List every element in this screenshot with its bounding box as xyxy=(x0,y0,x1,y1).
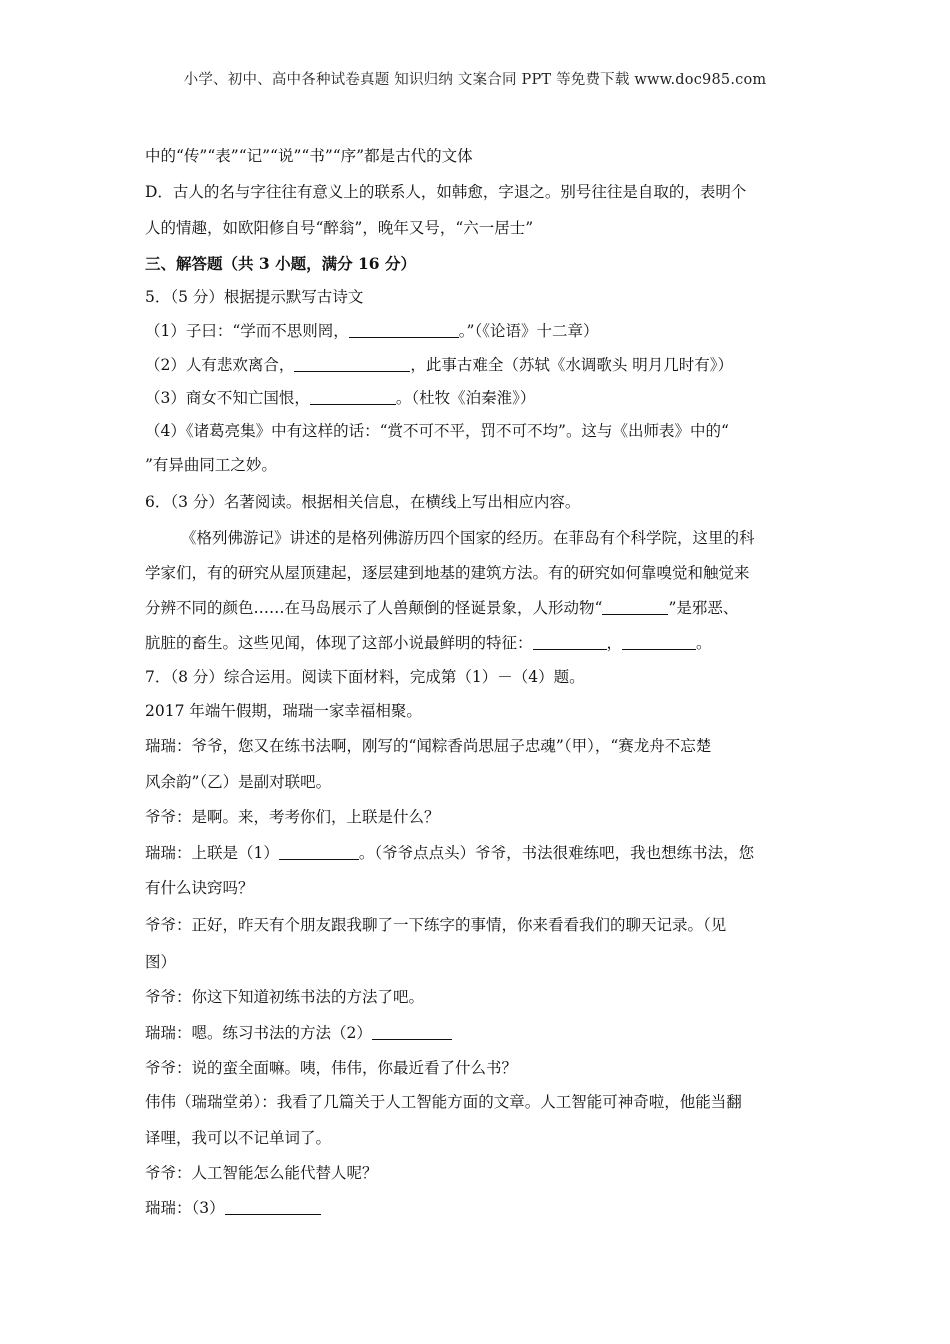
dialogue-line: 译哩，我可以不记单词了。 xyxy=(145,1129,332,1147)
answer-blank[interactable] xyxy=(372,1025,452,1040)
text-line: 2017 年端午假期，瑞瑞一家幸福相聚。 xyxy=(145,702,422,720)
paragraph-line: 肮脏的畜生。这些见闻，体现了这部小说最鲜明的特征： ， 。 xyxy=(145,634,712,652)
question-5: 5．（5 分）根据提示默写古诗文 xyxy=(145,288,364,306)
answer-blank[interactable] xyxy=(310,390,396,405)
dialogue-line: 伟伟（瑞瑞堂弟）：我看了几篇关于人工智能方面的文章。人工智能可神奇啦，他能当翻 xyxy=(145,1093,742,1111)
dialogue-line: 风余韵”（乙）是副对联吧。 xyxy=(145,773,332,791)
text-line: 人的情趣，如欧阳修自号“醉翁”，晚年又号，“六一居士” xyxy=(145,219,534,237)
dialogue-line: 爷爷：说的蛮全面嘛。咦，伟伟，你最近看了什么书？ xyxy=(145,1059,518,1077)
option-d: D．古人的名与字往往有意义上的联系人，如韩愈，字退之。别号往往是自取的，表明个 xyxy=(145,183,747,201)
dialogue-line: 瑞瑞：上联是（1） 。（爷爷点点头）爷爷，书法很难练吧，我也想练书法，您 xyxy=(145,844,755,862)
question-6: 6．（3 分）名著阅读。根据相关信息，在横线上写出相应内容。 xyxy=(145,493,581,511)
dialogue-line: 爷爷：你这下知道初练书法的方法了吧。 xyxy=(145,988,425,1006)
answer-blank[interactable] xyxy=(279,845,359,860)
section-heading: 三、解答题（共 3 小题，满分 16 分） xyxy=(145,254,416,273)
dialogue-line: 爷爷：正好，昨天有个朋友跟我聊了一下练字的事情，你来看看我们的聊天记录。（见 xyxy=(145,916,727,934)
question-5-1: （1）子曰：“学而不思则罔， 。”（《论语》十二章） xyxy=(145,322,599,340)
text-line: 中的“传”“表”“记”“说”“书”“序”都是古代的文体 xyxy=(145,147,473,165)
answer-blank[interactable] xyxy=(294,357,410,372)
dialogue-line: 瑞瑞：嗯。练习书法的方法（2） xyxy=(145,1025,452,1041)
answer-blank[interactable] xyxy=(533,635,607,650)
page-header: 小学、初中、高中各种试卷真题 知识归纳 文案合同 PPT 等免费下载 www.doc985.com xyxy=(183,72,767,88)
answer-blank[interactable] xyxy=(225,1200,321,1215)
question-5-4: （4）《诸葛亮集》中有这样的话：“赏不可不平，罚不可不均”。这与《出师表》中的“ xyxy=(145,422,729,440)
dialogue-line: 有什么诀窍吗？ xyxy=(145,879,254,897)
answer-blank[interactable] xyxy=(602,600,668,615)
question-5-2: （2）人有悲欢离合， ，此事古难全（苏轼《水调歌头 明月几时有》） xyxy=(145,356,734,374)
dialogue-line: 瑞瑞：（3） xyxy=(145,1200,321,1216)
paragraph-line: 学家们，有的研究从屋顶建起，逐层建到地基的建筑方法。有的研究如何靠嗅觉和触觉来 xyxy=(145,564,750,582)
question-7: 7．（8 分）综合运用。阅读下面材料，完成第（1）－（4）题。 xyxy=(145,668,585,686)
paragraph-line: 分辨不同的颜色……在马岛展示了人兽颠倒的怪诞景象，人形动物“ ”是邪恶、 xyxy=(145,599,739,617)
question-5-3: （3）商女不知亡国恨， 。（杜牧《泊秦淮》） xyxy=(145,389,536,407)
answer-blank[interactable] xyxy=(349,323,459,338)
answer-blank[interactable] xyxy=(622,635,696,650)
dialogue-line: 图） xyxy=(145,953,177,971)
dialogue-line: 瑞瑞：爷爷，您又在练书法啊，刚写的“闻粽香尚思屈子忠魂”（甲），“赛龙舟不忘楚 xyxy=(145,737,712,755)
paragraph-line: 《格列佛游记》讲述的是格列佛游历四个国家的经历。在菲岛有个科学院，这里的科 xyxy=(181,529,755,547)
dialogue-line: 爷爷：人工智能怎么能代替人呢？ xyxy=(145,1164,378,1182)
dialogue-line: 爷爷：是啊。来，考考你们，上联是什么？ xyxy=(145,808,440,826)
text-line: ”有异曲同工之妙。 xyxy=(145,456,277,474)
